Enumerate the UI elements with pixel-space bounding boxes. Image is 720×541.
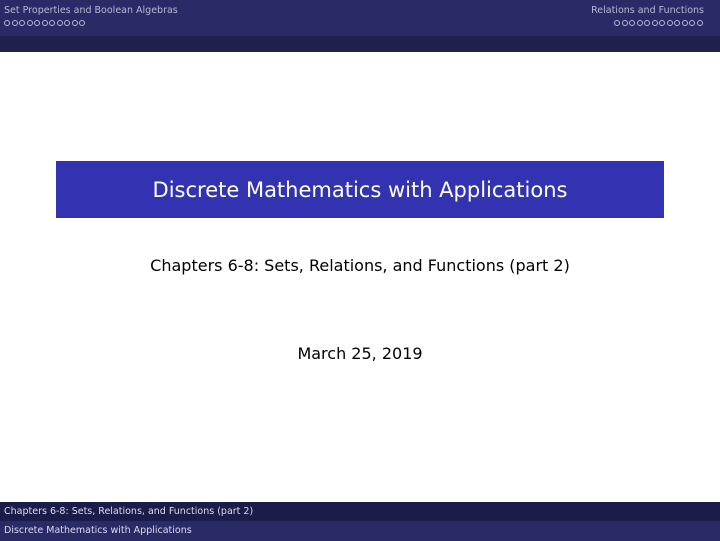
- frame-dot[interactable]: [12, 20, 18, 26]
- frame-dot[interactable]: [49, 20, 55, 26]
- section-link-set-properties[interactable]: Set Properties and Boolean Algebras: [4, 5, 178, 16]
- frame-dot[interactable]: [622, 20, 628, 26]
- frame-dot[interactable]: [629, 20, 635, 26]
- frame-dot[interactable]: [689, 20, 695, 26]
- frame-dot[interactable]: [72, 20, 78, 26]
- frame-dot[interactable]: [19, 20, 25, 26]
- frame-dot[interactable]: [637, 20, 643, 26]
- frame-dot[interactable]: [697, 20, 703, 26]
- frame-dot[interactable]: [644, 20, 650, 26]
- footer-line-title: [0, 521, 720, 541]
- frame-dot[interactable]: [57, 20, 63, 26]
- frame-dot[interactable]: [34, 20, 40, 26]
- footer-title-text: Discrete Mathematics with Applications: [4, 525, 192, 536]
- frame-dot[interactable]: [27, 20, 33, 26]
- header-subbar: [0, 36, 720, 52]
- frame-dot[interactable]: [64, 20, 70, 26]
- section-link-relations-functions[interactable]: Relations and Functions: [591, 5, 704, 16]
- frame-dot[interactable]: [667, 20, 673, 26]
- frame-dot[interactable]: [659, 20, 665, 26]
- frame-dot[interactable]: [79, 20, 85, 26]
- footer-line-subtitle: [0, 502, 720, 521]
- footer-subtitle-text: Chapters 6-8: Sets, Relations, and Functions (part 2): [4, 506, 254, 517]
- presentation-title: Discrete Mathematics with Applications: [152, 177, 568, 202]
- frame-navigation-dots-left: [4, 20, 87, 29]
- frame-dot[interactable]: [652, 20, 658, 26]
- presentation-date: March 25, 2019: [297, 344, 423, 363]
- header-bar: [0, 0, 720, 36]
- frame-dot[interactable]: [674, 20, 680, 26]
- presentation-subtitle: Chapters 6-8: Sets, Relations, and Functions (part 2): [150, 256, 570, 275]
- frame-navigation-dots-right: [614, 20, 704, 29]
- title-block: [56, 161, 664, 218]
- frame-dot[interactable]: [4, 20, 10, 26]
- frame-dot[interactable]: [614, 20, 620, 26]
- frame-dot[interactable]: [682, 20, 688, 26]
- frame-dot[interactable]: [42, 20, 48, 26]
